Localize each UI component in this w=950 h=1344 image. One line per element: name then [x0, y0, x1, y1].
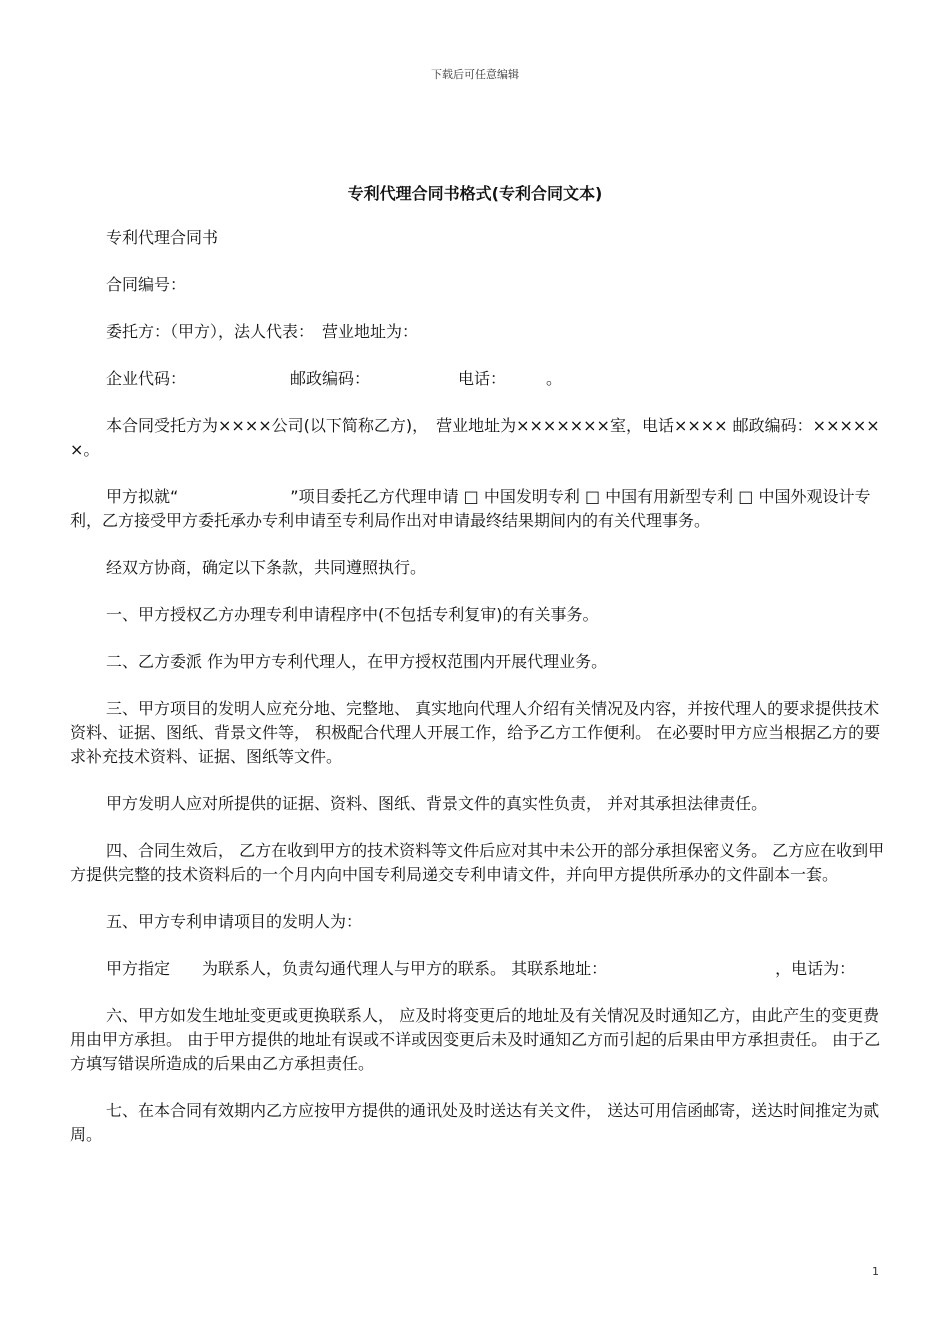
- document-body: [70, 226, 890, 1170]
- paragraph-clause-1: 一、甲方授权乙方办理专利申请程序中(不包括专利复审)的有关事务。: [106, 605, 599, 624]
- paragraph-clause-2: 二、乙方委派 作为甲方专利代理人，在甲方授权范围内开展代理业务。: [106, 652, 608, 671]
- paragraph-client: 委托方：（甲方），法人代表： 营业地址为：: [106, 322, 419, 341]
- paragraph-clause-6: 六、甲方如发生地址变更或更换联系人， 应及时将变更后的地址及有关情况及时通知乙方，由此产生的变更费用由甲方承担。 由于甲方提供的地址有误或不详或因变更后未及时通知乙方而引起的后果由甲方承担责任。 由于乙方填写错误所造成的后果由乙方承担责任。: [70, 1006, 881, 1073]
- paragraph-agreement: 经双方协商，确定以下条款，共同遵照执行。: [106, 558, 427, 577]
- paragraph-clause-4: 四、合同生效后， 乙方在收到甲方的技术资料等文件后应对其中未公开的部分承担保密义务。 乙方应在收到甲方提供完整的技术资料后的一个月内向中国专利局递交专利申请文件，并向甲方提供所承办的文件副本一套。: [70, 841, 885, 884]
- paragraph-trustee: 本合同受托方为××××公司(以下简称乙方)， 营业地址为×××××××室，电话×××× 邮政编码：××××××。: [70, 416, 880, 459]
- document-title: 专利代理合同书格式(专利合同文本): [347, 184, 603, 203]
- paragraph-project: 甲方拟就“ ”项目委托乙方代理申请 □ 中国发明专利 □ 中国有用新型专利 □ 中国外观设计专利，乙方接受甲方委托承办专利申请至专利局作出对申请最终结果期间内的有关代理事务。: [70, 487, 871, 530]
- paragraph-contract-heading: 专利代理合同书: [106, 228, 219, 247]
- paragraph-clause-3b: 甲方发明人应对所提供的证据、资料、图纸、背景文件的真实性负责， 并对其承担法律责任。: [106, 794, 768, 813]
- paragraph-enterprise-code: 企业代码： 邮政编码： 电话： 。: [106, 369, 563, 388]
- paragraph-clause-5b: 甲方指定 为联系人，负责勾通代理人与甲方的联系。 其联系地址： ，电话为：: [106, 959, 856, 978]
- page-number: 1: [872, 1265, 879, 1278]
- paragraph-clause-7: 七、在本合同有效期内乙方应按甲方提供的通讯处及时送达有关文件， 送达可用信函邮寄，送达时间推定为贰周。: [70, 1101, 880, 1144]
- paragraph-contract-number: 合同编号：: [106, 275, 187, 294]
- paragraph-clause-3: 三、甲方项目的发明人应充分地、完整地、 真实地向代理人介绍有关情况及内容，并按代理人的要求提供技术资料、证据、图纸、背景文件等， 积极配合代理人开展工作，给予乙方工作便利。 在必要时甲方应当根据乙方的要求补充技术资料、证据、图纸等文件。: [70, 699, 881, 766]
- header-note: 下载后可任意编辑: [431, 68, 519, 81]
- paragraph-clause-5: 五、甲方专利申请项目的发明人为：: [106, 912, 363, 931]
